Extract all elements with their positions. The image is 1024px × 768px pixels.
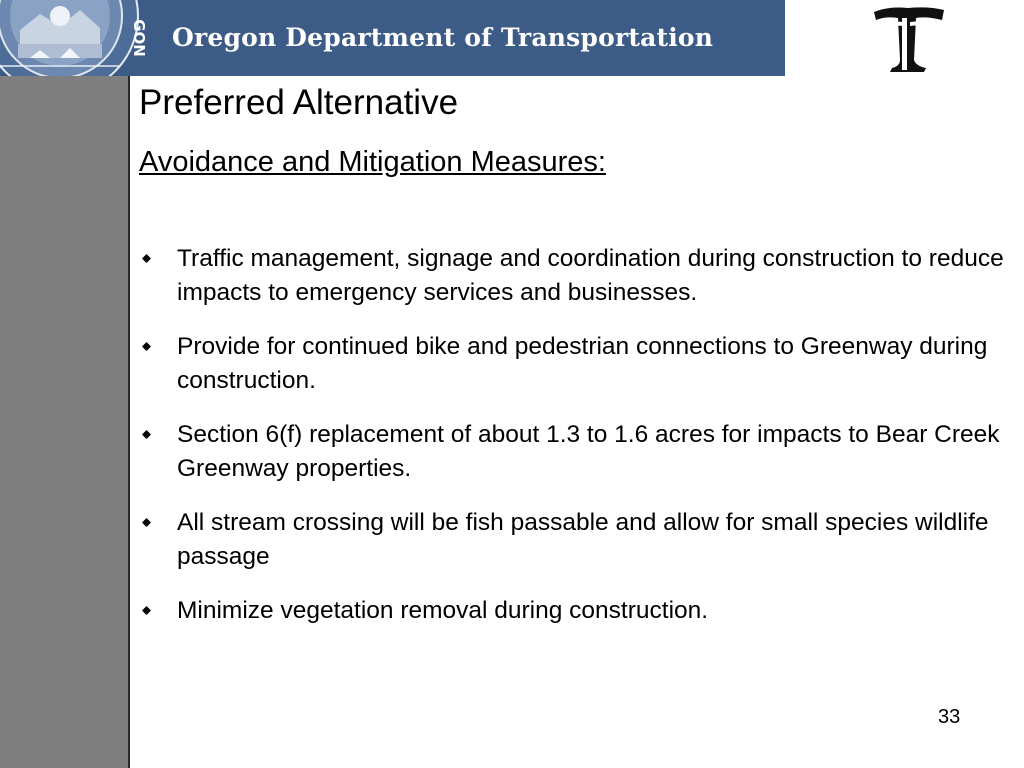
bullet-text: Provide for continued bike and pedestrian connections to Greenway during construction. — [177, 333, 988, 394]
slide-title: Preferred Alternative — [139, 83, 459, 122]
agency-name: Oregon Department of Transportation — [172, 23, 714, 52]
diamond-bullet-icon — [142, 606, 151, 615]
sidebar-panel — [0, 76, 130, 768]
odot-logo-icon — [868, 4, 948, 72]
bullet-text: All stream crossing will be fish passable and allow for small species wildlife passage — [177, 509, 989, 570]
list-item — [139, 418, 1019, 486]
diamond-bullet-icon — [142, 518, 151, 527]
seal-text: GON — [130, 19, 148, 57]
list-item — [139, 594, 1019, 628]
slide-subtitle: Avoidance and Mitigation Measures: — [139, 146, 606, 178]
list-item — [139, 330, 1019, 398]
header-band — [0, 0, 785, 76]
page-number: 33 — [938, 706, 961, 728]
bullet-text: Traffic management, signage and coordination during construction to reduce impacts to emergency services and businesses. — [177, 245, 1004, 306]
bullet-text: Section 6(f) replacement of about 1.3 to 1.6 acres for impacts to Bear Creek Greenway properties. — [177, 421, 1000, 482]
diamond-bullet-icon — [142, 430, 151, 439]
bullet-list — [139, 242, 1019, 648]
diamond-bullet-icon — [142, 254, 151, 263]
oregon-state-seal-icon — [0, 0, 160, 76]
list-item — [139, 506, 1019, 574]
diamond-bullet-icon — [142, 342, 151, 351]
bullet-text: Minimize vegetation removal during construction. — [177, 597, 709, 624]
list-item — [139, 242, 1019, 310]
